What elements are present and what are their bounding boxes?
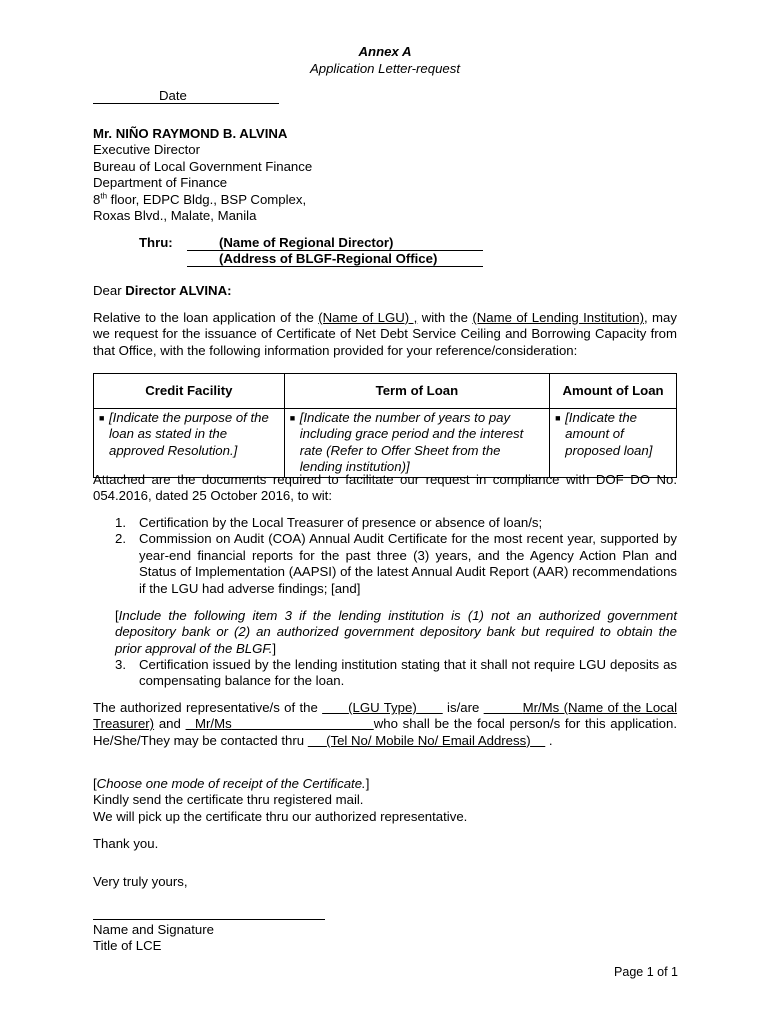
requirements-list-3 [115, 657, 677, 690]
list-text: Certification by the Local Treasurer of presence or absence of loan/s; [139, 515, 543, 530]
intro-paragraph [93, 310, 677, 359]
salutation-prefix: Dear [93, 283, 126, 298]
list-number: 1. [115, 515, 126, 530]
addressee-department: Department of Finance [93, 175, 228, 191]
list-number: 2. [115, 531, 126, 547]
bullet-icon: ■ [99, 413, 105, 423]
cell-amount-of-loan [550, 409, 677, 478]
mrms-placeholder [186, 716, 374, 731]
table-header-row [94, 374, 677, 409]
cell-term-of-loan [284, 409, 549, 478]
credit-facility-table [93, 373, 677, 478]
thank-you: Thank you. [93, 836, 159, 851]
date-label: Date [159, 88, 187, 103]
addressee-block [93, 126, 312, 224]
lender-name-placeholder: (Name of Lending Institution) [472, 310, 644, 325]
list-text: Commission on Audit (COA) Annual Audit Certificate for the most recent year, supported by year-end financial reports for the past three (3) years, and the Agency Action Plan and Status of Implementation (AAPSI) of the latest Annual Audit Report (AAR) recommendations if the LGU had adverse findings; [and] [139, 531, 677, 596]
amount-header-text: Amount of Loan [562, 382, 664, 398]
credit-facility-text: [Indicate the purpose of the loan as stated in the approved Resolution.] [109, 410, 269, 458]
thru-label: Thru: [139, 235, 173, 250]
mrms-text: Mr/Ms [195, 716, 232, 732]
header-term-of-loan: Term of Loan [284, 374, 549, 409]
lgu-type-text: (LGU Type) [348, 700, 417, 715]
amount-bullet [555, 410, 671, 459]
receipt-option-mail: Kindly send the certificate thru registered mail. [93, 792, 364, 808]
salutation [93, 283, 232, 299]
list-number: 3. [115, 657, 126, 672]
contact-text: (Tel No/ Mobile No/ Email Address) [326, 732, 531, 748]
list-text: Certification issued by the lending institution stating that it shall not require LGU deposits as compensating balance for the loan. [139, 657, 677, 689]
bullet-icon: ■ [289, 413, 296, 423]
list-item [115, 531, 677, 597]
thru-regional-director [187, 235, 483, 251]
signatory-title: Title of LCE [93, 938, 162, 953]
letter-subtitle: Application Letter-request [309, 61, 461, 76]
amount-text: [Indicate the amount of proposed loan] [565, 410, 653, 458]
list-item [115, 657, 677, 690]
table-row [94, 409, 677, 478]
regional-director-placeholder: (Name of Regional Director) [219, 235, 394, 250]
requirements-list [115, 515, 677, 597]
rep-text-4: who shall be the focal person/s for this application. He/She/They may be contacted thru [93, 716, 677, 748]
page-number: Page 1 of 1 [614, 965, 678, 979]
intro-text-1: Relative to the loan application of the [93, 310, 319, 325]
floor-address: floor, EDPC Bldg., BSP Complex, [107, 191, 307, 207]
floor-suffix: th [100, 191, 108, 201]
thru-regional-office [187, 251, 483, 267]
contact-placeholder [308, 733, 545, 748]
bullet-icon: ■ [555, 413, 561, 423]
salutation-name: Director ALVINA: [125, 283, 232, 298]
addressee-position: Executive Director [93, 142, 201, 158]
list-item [115, 515, 677, 531]
signature-line [93, 919, 325, 920]
addressee-floor [93, 192, 312, 208]
rep-text-3: and [154, 716, 186, 732]
include-note-text: Include the following item 3 if the lending institution is (1) not an authorized government depository bank or (2) an authorized government depository bank but required to obtain the prior approval of the BLGF. [115, 608, 677, 656]
intro-text-3: , may we request for the issuance of Certificate of Net Debt Service Ceiling and Borrowing Capacity from that Office, with the following information provided for your reference/consideration: [93, 310, 677, 358]
rep-text-5: . [545, 732, 553, 748]
header-amount-of-loan [550, 374, 677, 409]
rep-text-1: The authorized representative/s of the [93, 700, 323, 715]
lgu-type-placeholder [322, 700, 443, 715]
include-note: [Include the following item 3 if the lending institution is (1) not an authorized government depository bank or (2) an authorized government depository bank but required to obtain the prior approval of the BLGF.] [115, 608, 677, 656]
representative-paragraph [93, 700, 677, 749]
receipt-choose-text: Choose one mode of receipt of the Certificate. [96, 776, 366, 791]
term-bullet [290, 410, 544, 476]
receipt-choose: [Choose one mode of receipt of the Certificate.] [93, 776, 370, 791]
floor-number: 8 [93, 191, 101, 207]
header-credit-facility: Credit Facility [94, 374, 285, 409]
addressee-name: Mr. NIÑO RAYMOND B. ALVINA [93, 126, 288, 141]
regional-office-placeholder: (Address of BLGF-Regional Office) [219, 251, 438, 266]
addressee-bureau: Bureau of Local Government Finance [93, 158, 313, 174]
addressee-city: Roxas Blvd., Malate, Manila [93, 208, 257, 224]
receipt-block [93, 776, 677, 825]
annex-title: Annex A [358, 44, 412, 59]
rep-text-2: is/are [442, 700, 484, 715]
term-text: [Indicate the number of years to pay including grace period and the interest rate (Refer to Offer Sheet from the lending institution)] [299, 410, 524, 475]
receipt-option-pickup: We will pick up the certificate thru our authorized representative. [93, 808, 468, 824]
signature-label: Name and Signature [93, 922, 214, 937]
cell-credit-facility [94, 409, 285, 478]
credit-facility-bullet [99, 410, 279, 459]
intro-text-2: with the [417, 310, 473, 325]
very-truly-yours: Very truly yours, [93, 874, 188, 889]
date-line [93, 88, 279, 104]
lgu-name-placeholder: (Name of LGU) , [318, 310, 418, 325]
treasurer-text: Mr/Ms (Name of the Local Treasurer) [93, 700, 678, 732]
attached-paragraph: Attached are the documents required to facilitate our request in compliance with DOF DO No. 054.2016, dated 25 October 2016, to wit: [93, 472, 677, 504]
